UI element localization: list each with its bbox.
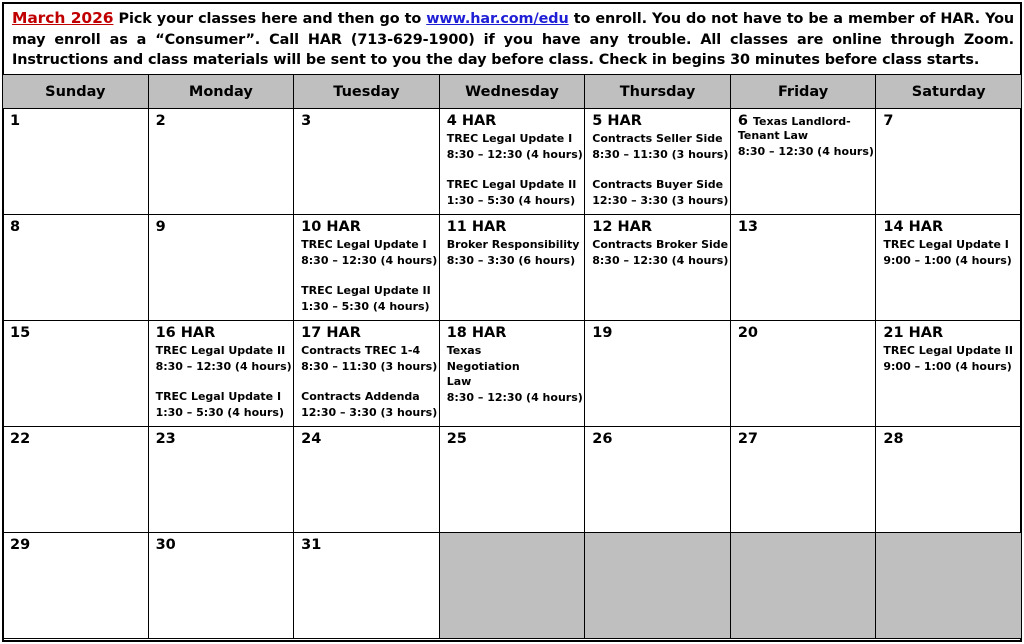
day-cell[interactable] — [585, 427, 731, 533]
day-number: 13 — [737, 219, 758, 235]
day-cell[interactable] — [730, 427, 876, 533]
day-cell[interactable] — [148, 215, 294, 321]
class-time: 8:30 – 12:30 (4 hours) — [155, 359, 292, 373]
day-number: 27 — [737, 431, 758, 447]
day-number: 8 — [10, 219, 21, 235]
weekday-thursday: Thursday — [585, 75, 731, 109]
day-cell[interactable] — [294, 427, 440, 533]
day-number: 6 — [737, 113, 748, 129]
day-cell[interactable] — [585, 215, 731, 321]
class-title: Tenant Law — [737, 129, 809, 142]
class-event — [301, 237, 438, 268]
day-cell[interactable] — [439, 109, 585, 215]
enroll-link[interactable]: www.har.com/edu — [426, 11, 569, 27]
day-number: 22 — [10, 431, 31, 447]
header-text-2: to enroll. You do not have to be a member of HAR. You may enroll as a “Consumer”. Call HAR (713-629-1900) if you have any trouble. All classes are online through Zoom. Instructions and class materials will be sent to you the day before class. Check in begins 30 minutes before class starts. — [12, 11, 1014, 68]
class-title: TREC Legal Update II — [446, 178, 577, 191]
class-event — [447, 131, 581, 162]
day-cell[interactable] — [876, 427, 1022, 533]
class-title-start: Texas Landlord- — [752, 115, 851, 128]
class-title: Contracts Addenda — [301, 390, 420, 403]
class-title: TREC Legal Update I — [301, 238, 427, 251]
class-title: TREC Legal Update I — [446, 132, 573, 145]
day-number: 18 HAR — [446, 325, 507, 341]
day-number: 24 — [301, 431, 322, 447]
day-number: 2 — [155, 113, 166, 129]
day-number: 11 HAR — [446, 219, 507, 235]
day-cell[interactable] — [148, 533, 294, 639]
day-cell[interactable] — [294, 533, 440, 639]
weekday-header-row — [3, 75, 1022, 109]
class-title: TREC Legal Update I — [155, 390, 282, 403]
class-event — [156, 389, 290, 420]
weekday-tuesday: Tuesday — [294, 75, 440, 109]
day-cell[interactable] — [876, 321, 1022, 427]
empty-day-cell — [730, 533, 876, 639]
empty-day-cell — [876, 533, 1022, 639]
class-event — [301, 343, 438, 374]
day-number: 14 HAR — [883, 219, 944, 235]
class-title: Contracts Broker Side — [592, 238, 729, 251]
class-title: Texas Negotiation Law — [446, 344, 520, 388]
day-cell[interactable] — [3, 215, 149, 321]
day-number: 3 — [301, 113, 312, 129]
day-number: 20 — [737, 325, 758, 341]
class-time: 8:30 – 12:30 (4 hours) — [301, 253, 438, 267]
day-cell[interactable] — [876, 215, 1022, 321]
weekday-wednesday: Wednesday — [439, 75, 585, 109]
day-cell[interactable] — [3, 109, 149, 215]
empty-day-cell — [439, 533, 585, 639]
day-cell[interactable] — [3, 533, 149, 639]
day-cell[interactable] — [585, 321, 731, 427]
class-title: TREC Legal Update II — [301, 284, 431, 297]
class-event — [592, 177, 729, 208]
class-time: 12:30 – 3:30 (3 hours) — [301, 405, 438, 419]
class-time: 8:30 – 12:30 (4 hours) — [592, 253, 729, 267]
week-row — [3, 215, 1022, 321]
class-time: 8:30 – 11:30 (3 hours) — [301, 359, 438, 373]
day-number: 26 — [592, 431, 613, 447]
class-event — [447, 343, 581, 405]
class-event — [301, 389, 438, 420]
calendar-body — [3, 109, 1022, 639]
day-cell[interactable] — [148, 427, 294, 533]
week-row — [3, 533, 1022, 639]
class-title: TREC Legal Update II — [883, 344, 1013, 357]
day-cell[interactable] — [148, 321, 294, 427]
class-title: Contracts Buyer Side — [592, 178, 724, 191]
class-time: 8:30 – 3:30 (6 hours) — [446, 253, 576, 267]
class-event — [883, 343, 1017, 374]
day-number: 10 HAR — [301, 219, 361, 235]
day-cell[interactable] — [730, 109, 876, 215]
day-number: 17 HAR — [301, 325, 361, 341]
day-number: 4 HAR — [446, 113, 497, 129]
calendar-frame — [2, 2, 1022, 642]
header-notice — [4, 4, 1020, 74]
class-event — [156, 343, 290, 374]
day-number: 25 — [446, 431, 467, 447]
day-number: 12 HAR — [592, 219, 652, 235]
day-number: 23 — [155, 431, 176, 447]
day-cell[interactable] — [294, 215, 440, 321]
day-cell[interactable] — [148, 109, 294, 215]
class-time: 8:30 – 12:30 (4 hours) — [737, 144, 874, 158]
class-time: 1:30 – 5:30 (4 hours) — [446, 193, 576, 207]
day-number: 29 — [10, 537, 31, 553]
day-cell[interactable] — [876, 109, 1022, 215]
day-number: 19 — [592, 325, 613, 341]
day-number: 31 — [301, 537, 322, 553]
class-time: 1:30 – 5:30 (4 hours) — [301, 299, 430, 313]
day-number: 1 — [10, 113, 21, 129]
class-event — [447, 237, 581, 268]
class-event — [447, 177, 581, 208]
class-title: Broker Responsibility — [446, 238, 580, 251]
day-cell[interactable] — [294, 109, 440, 215]
weekday-saturday: Saturday — [876, 75, 1022, 109]
class-time: 12:30 – 3:30 (3 hours) — [592, 193, 729, 207]
class-event — [592, 237, 729, 268]
day-number: 9 — [155, 219, 166, 235]
day-cell[interactable] — [294, 321, 440, 427]
class-event — [883, 237, 1017, 268]
class-time: 8:30 – 12:30 (4 hours) — [446, 390, 583, 404]
day-cell[interactable] — [439, 215, 585, 321]
weekday-sunday: Sunday — [3, 75, 149, 109]
week-row — [3, 109, 1022, 215]
class-time: 8:30 – 11:30 (3 hours) — [592, 147, 729, 161]
class-time: 1:30 – 5:30 (4 hours) — [155, 405, 285, 419]
day-number: 7 — [883, 113, 894, 129]
calendar-grid — [2, 74, 1022, 639]
day-cell[interactable] — [585, 109, 731, 215]
class-time: 8:30 – 12:30 (4 hours) — [446, 147, 583, 161]
month-title: March 2026 — [12, 9, 114, 27]
class-time: 9:00 – 1:00 (4 hours) — [883, 359, 1012, 373]
day-number: 5 HAR — [592, 113, 642, 129]
empty-day-cell — [585, 533, 731, 639]
day-cell[interactable] — [439, 321, 585, 427]
day-cell[interactable] — [730, 215, 876, 321]
day-cell[interactable] — [3, 427, 149, 533]
day-number: 28 — [883, 431, 904, 447]
class-title: Contracts Seller Side — [592, 132, 723, 145]
day-number: 30 — [155, 537, 176, 553]
day-number: 16 HAR — [155, 325, 216, 341]
day-number: 15 — [10, 325, 31, 341]
header-text-1: Pick your classes here and then go to — [113, 11, 427, 27]
class-event — [592, 131, 729, 162]
class-event — [738, 128, 872, 159]
class-time: 9:00 – 1:00 (4 hours) — [883, 253, 1012, 267]
day-number: 21 HAR — [883, 325, 944, 341]
class-event — [301, 283, 435, 314]
class-title: TREC Legal Update II — [155, 344, 286, 357]
day-cell[interactable] — [730, 321, 876, 427]
week-row — [3, 427, 1022, 533]
weekday-monday: Monday — [148, 75, 294, 109]
class-title: Contracts TREC 1-4 — [301, 344, 421, 357]
week-row — [3, 321, 1022, 427]
weekday-friday: Friday — [730, 75, 876, 109]
day-cell[interactable] — [3, 321, 149, 427]
class-title: TREC Legal Update I — [883, 238, 1009, 251]
day-cell[interactable] — [439, 427, 585, 533]
